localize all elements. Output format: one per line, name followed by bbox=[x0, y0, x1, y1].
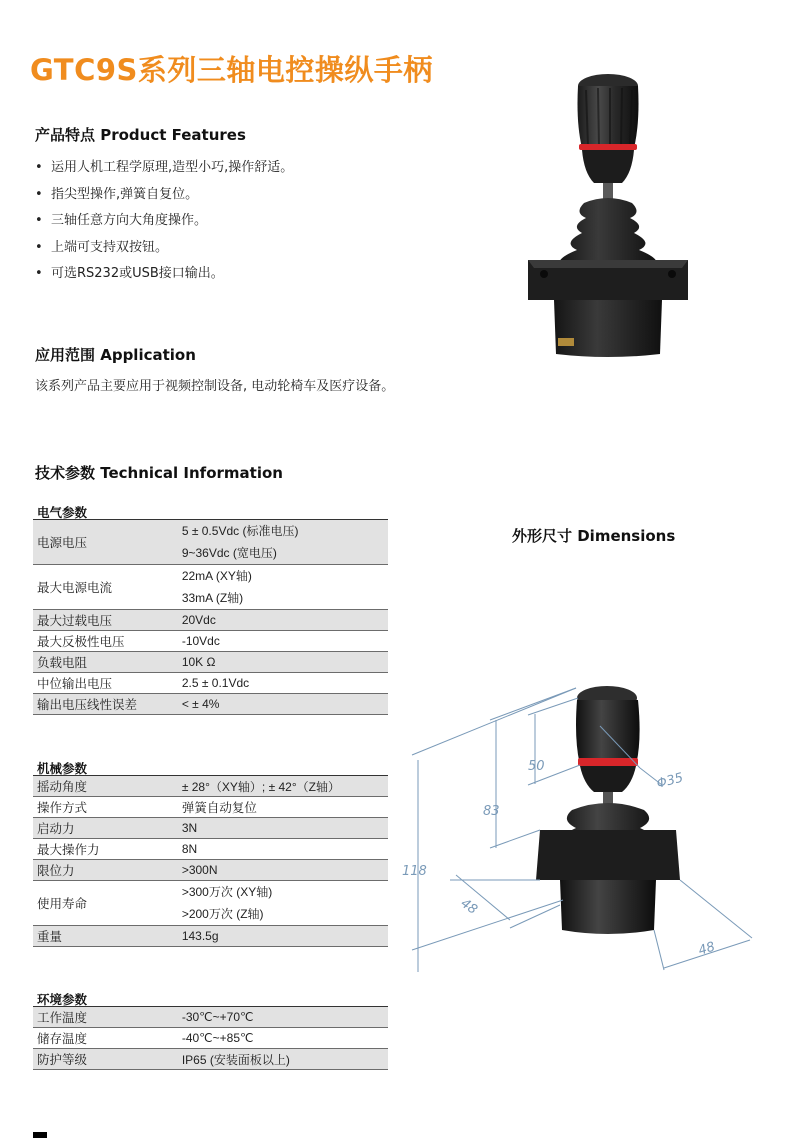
row-label: 负载电阻 bbox=[33, 652, 182, 673]
row-label: 摇动角度 bbox=[33, 776, 182, 797]
row-label: 电源电压 bbox=[33, 520, 182, 565]
table-row bbox=[33, 652, 388, 673]
row-label: 储存温度 bbox=[33, 1028, 182, 1049]
row-label: 使用寿命 bbox=[33, 881, 182, 926]
electrical-table-title: 电气参数 bbox=[37, 505, 88, 520]
table-row bbox=[33, 776, 388, 797]
page-number-mark bbox=[33, 1132, 47, 1138]
row-label: 启动力 bbox=[33, 818, 182, 839]
row-value bbox=[182, 565, 388, 610]
row-value: 143.5g bbox=[182, 926, 388, 947]
row-value bbox=[182, 881, 388, 926]
feature-item bbox=[35, 238, 293, 265]
row-value: 10K Ω bbox=[182, 652, 388, 673]
feature-text: 指尖型操作,弹簧自复位。 bbox=[51, 186, 199, 202]
row-label: 工作温度 bbox=[33, 1007, 182, 1028]
row-label: 最大反极性电压 bbox=[33, 631, 182, 652]
feature-text: 三轴任意方向大角度操作。 bbox=[51, 213, 208, 228]
table-row bbox=[33, 1007, 388, 1028]
feature-text: 运用人机工程学原理,造型小巧,操作舒适。 bbox=[51, 160, 294, 175]
row-value: 3N bbox=[182, 818, 388, 839]
row-label: 限位力 bbox=[33, 860, 182, 881]
row-label: 操作方式 bbox=[33, 797, 182, 818]
row-label: 最大电源电流 bbox=[33, 565, 182, 610]
bullet-icon: • bbox=[35, 186, 43, 202]
row-label: 防护等级 bbox=[33, 1049, 182, 1070]
row-value: -10Vdc bbox=[182, 631, 388, 652]
environment-table bbox=[33, 1006, 388, 1070]
dimensions-heading: 外形尺寸 Dimensions bbox=[512, 527, 676, 545]
feature-item bbox=[35, 264, 293, 291]
dim-50-label: 50 bbox=[528, 759, 545, 774]
dimension-drawing bbox=[400, 680, 780, 980]
feature-text: 可选RS232或USB接口输出。 bbox=[51, 266, 224, 281]
row-label: 最大过载电压 bbox=[33, 610, 182, 631]
table-row bbox=[33, 565, 388, 610]
row-value: 2.5 ± 0.1Vdc bbox=[182, 673, 388, 694]
feature-item bbox=[35, 211, 293, 238]
value-line: 22mA (XY轴) bbox=[181, 569, 252, 583]
table-row bbox=[33, 631, 388, 652]
value-line: 5 ± 0.5Vdc (标准电压) bbox=[181, 524, 299, 538]
table-row bbox=[33, 797, 388, 818]
application-text: 该系列产品主要应用于视频控制设备, 电动轮椅车及医疗设备。 bbox=[35, 379, 395, 394]
dim-35-label: Φ35 bbox=[655, 770, 685, 792]
table-row bbox=[33, 926, 388, 947]
row-label: 最大操作力 bbox=[33, 839, 182, 860]
electrical-table bbox=[33, 519, 388, 715]
row-value: ± 28°（XY轴）; ± 42°（Z轴） bbox=[182, 776, 388, 797]
value-line: >300万次 (XY轴) bbox=[181, 885, 273, 899]
feature-text: 上端可支持双按钮。 bbox=[51, 239, 169, 255]
table-row bbox=[33, 673, 388, 694]
features-list bbox=[35, 158, 293, 291]
feature-item bbox=[35, 185, 293, 212]
row-value: IP65 (安装面板以上) bbox=[182, 1049, 388, 1070]
environment-table-title: 环境参数 bbox=[37, 992, 88, 1007]
row-label: 重量 bbox=[33, 926, 182, 947]
row-value bbox=[182, 520, 388, 565]
table-row bbox=[33, 839, 388, 860]
table-row bbox=[33, 860, 388, 881]
table-row bbox=[33, 1049, 388, 1070]
feature-item bbox=[35, 158, 293, 185]
table-row bbox=[33, 1028, 388, 1049]
bullet-icon: • bbox=[35, 266, 43, 281]
dim-48-depth-label: 48 bbox=[457, 895, 480, 918]
table-row bbox=[33, 610, 388, 631]
row-label: 中位输出电压 bbox=[33, 673, 182, 694]
mechanical-table bbox=[33, 775, 388, 947]
value-line: >200万次 (Z轴) bbox=[181, 907, 264, 921]
row-value: -30℃~+70℃ bbox=[182, 1007, 388, 1028]
dim-83-label: 83 bbox=[483, 804, 500, 819]
row-value: -40℃~+85℃ bbox=[182, 1028, 388, 1049]
table-row bbox=[33, 694, 388, 715]
technical-heading: 技术参数 Technical Information bbox=[35, 464, 283, 482]
row-label: 输出电压线性误差 bbox=[33, 694, 182, 715]
mechanical-table-title: 机械参数 bbox=[37, 761, 88, 776]
bullet-icon: • bbox=[35, 160, 43, 175]
table-row bbox=[33, 881, 388, 926]
table-row bbox=[33, 520, 388, 565]
bullet-icon: • bbox=[35, 213, 43, 228]
dim-118-label: 118 bbox=[402, 864, 427, 879]
table-row bbox=[33, 818, 388, 839]
row-value: 20Vdc bbox=[182, 610, 388, 631]
features-heading: 产品特点 Product Features bbox=[35, 126, 246, 144]
row-value: 弹簧自动复位 bbox=[182, 797, 388, 818]
row-value: < ± 4% bbox=[182, 694, 388, 715]
value-line: 9~36Vdc (宽电压) bbox=[181, 546, 277, 560]
joystick-photo bbox=[524, 68, 692, 358]
page-title: GTC9S系列三轴电控操纵手柄 bbox=[30, 53, 433, 87]
row-value: 8N bbox=[182, 839, 388, 860]
dim-48-width-label: 48 bbox=[696, 939, 717, 959]
application-heading: 应用范围 Application bbox=[35, 346, 196, 364]
row-value: >300N bbox=[182, 860, 388, 881]
value-line: 33mA (Z轴) bbox=[181, 591, 244, 605]
bullet-icon: • bbox=[35, 239, 43, 255]
